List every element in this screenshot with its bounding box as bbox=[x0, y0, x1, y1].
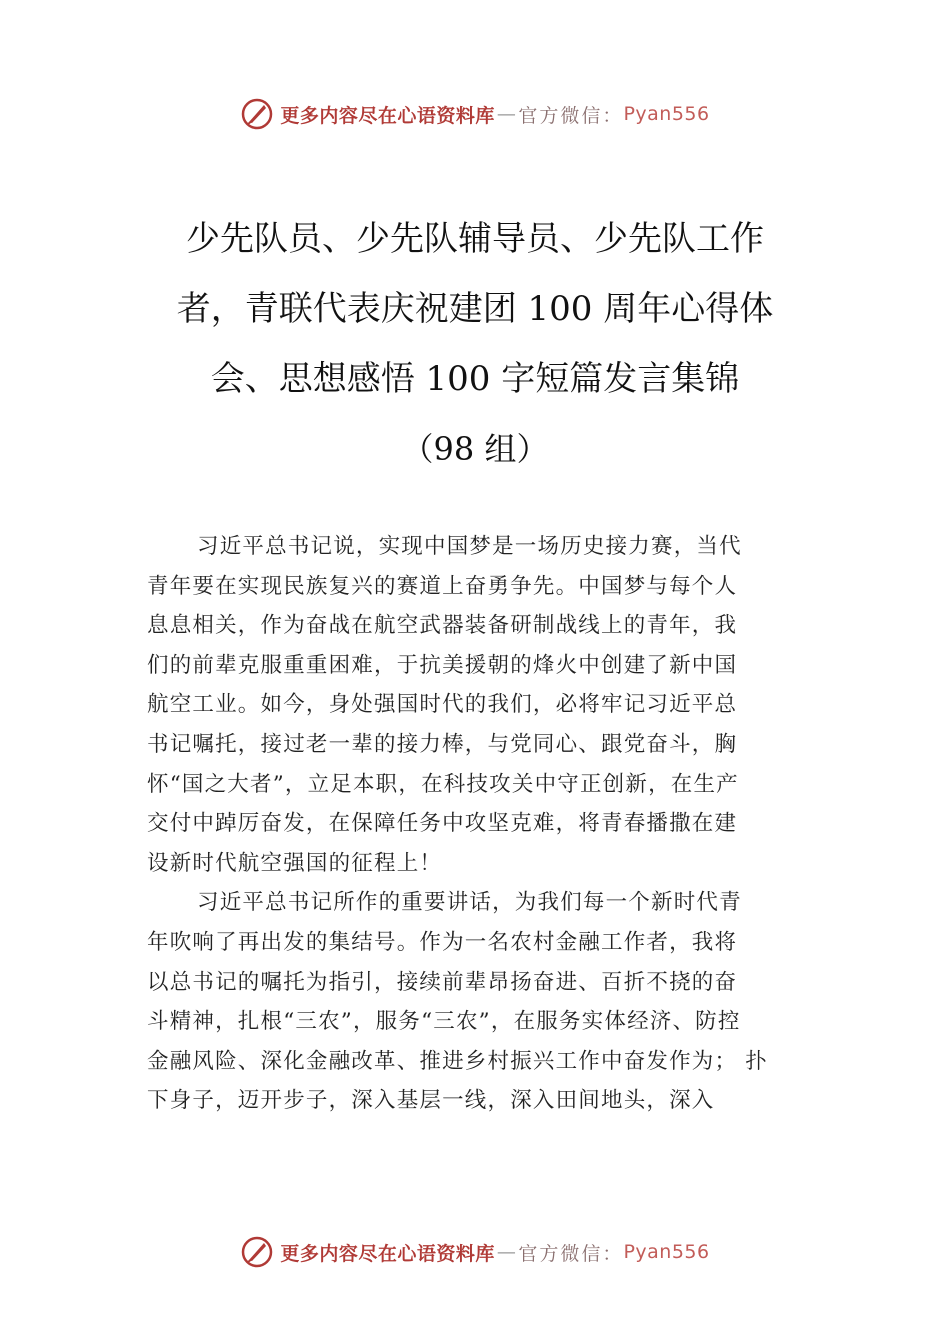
footer-watermark bbox=[0, 1232, 950, 1272]
paragraph-2-line: 下身子，迈开步子，深入基层一线，深入田间地头，深入 bbox=[147, 1088, 715, 1114]
paragraph-1-line: 交付中踔厉奋发，在保障任务中攻坚克难，将青春播撒在建 bbox=[147, 811, 738, 837]
paragraph-2-line: 金融风险、深化金融改革、推进乡村振兴工作中奋发作为； 扑 bbox=[147, 1048, 768, 1074]
paragraph-2 bbox=[147, 883, 807, 1121]
watermark-id: Pyan556 bbox=[623, 103, 710, 125]
watermark-official: 官方微信： bbox=[518, 104, 624, 127]
watermark-official: 官方微信： bbox=[518, 1242, 624, 1265]
paragraph-1-line: 青年要在实现民族复兴的赛道上奋勇争先。中国梦与每个人 bbox=[147, 573, 738, 599]
quill-logo-icon bbox=[240, 97, 274, 131]
paragraph-2-line: 以总书记的嘱托为指引，接续前辈昂扬奋进、百折不挠的奋 bbox=[147, 969, 738, 995]
paragraph-1-line: 设新时代航空强国的征程上！ bbox=[147, 850, 443, 876]
watermark-dash: — bbox=[496, 1241, 517, 1263]
watermark-id: Pyan556 bbox=[623, 1241, 710, 1263]
quill-logo-icon bbox=[240, 1235, 274, 1269]
header-watermark bbox=[0, 94, 950, 134]
watermark-brand: 更多内容尽在心语资料库 bbox=[280, 1242, 495, 1265]
title-subtitle: （98 组） bbox=[401, 430, 549, 468]
watermark-dash: — bbox=[496, 103, 517, 125]
paragraph-1-line: 怀“国之大者”，立足本职，在科技攻关中守正创新，在生产 bbox=[147, 771, 739, 797]
paragraph-2-line: 习近平总书记所作的重要讲话，为我们每一个新时代青 bbox=[197, 890, 742, 916]
document-title bbox=[150, 204, 800, 484]
title-line-1: 少先队员、少先队辅导员、少先队工作 bbox=[186, 219, 764, 259]
title-line-3: 会、思想感悟 100 字短篇发言集锦 bbox=[210, 359, 740, 399]
title-line-2: 者，青联代表庆祝建团 100 周年心得体 bbox=[176, 289, 774, 329]
paragraph-1-line: 书记嘱托，接过老一辈的接力棒，与党同心、跟党奋斗，胸 bbox=[147, 731, 738, 757]
paragraph-1-line: 息息相关，作为奋战在航空武器装备研制战线上的青年，我 bbox=[147, 613, 738, 639]
paragraph-2-line: 年吹响了再出发的集结号。作为一名农村金融工作者，我将 bbox=[147, 929, 738, 955]
watermark-brand: 更多内容尽在心语资料库 bbox=[280, 104, 495, 127]
paragraph-1-line: 航空工业。如今，身处强国时代的我们，必将牢记习近平总 bbox=[147, 692, 738, 718]
paragraph-1 bbox=[147, 527, 807, 883]
paragraph-1-line: 习近平总书记说，实现中国梦是一场历史接力赛，当代 bbox=[197, 534, 742, 559]
paragraph-2-line: 斗精神，扎根“三农”，服务“三农”，在服务实体经济、防控 bbox=[147, 1009, 741, 1035]
paragraph-1-line: 们的前辈克服重重困难，于抗美援朝的烽火中创建了新中国 bbox=[147, 652, 738, 678]
document-body bbox=[147, 527, 807, 1121]
